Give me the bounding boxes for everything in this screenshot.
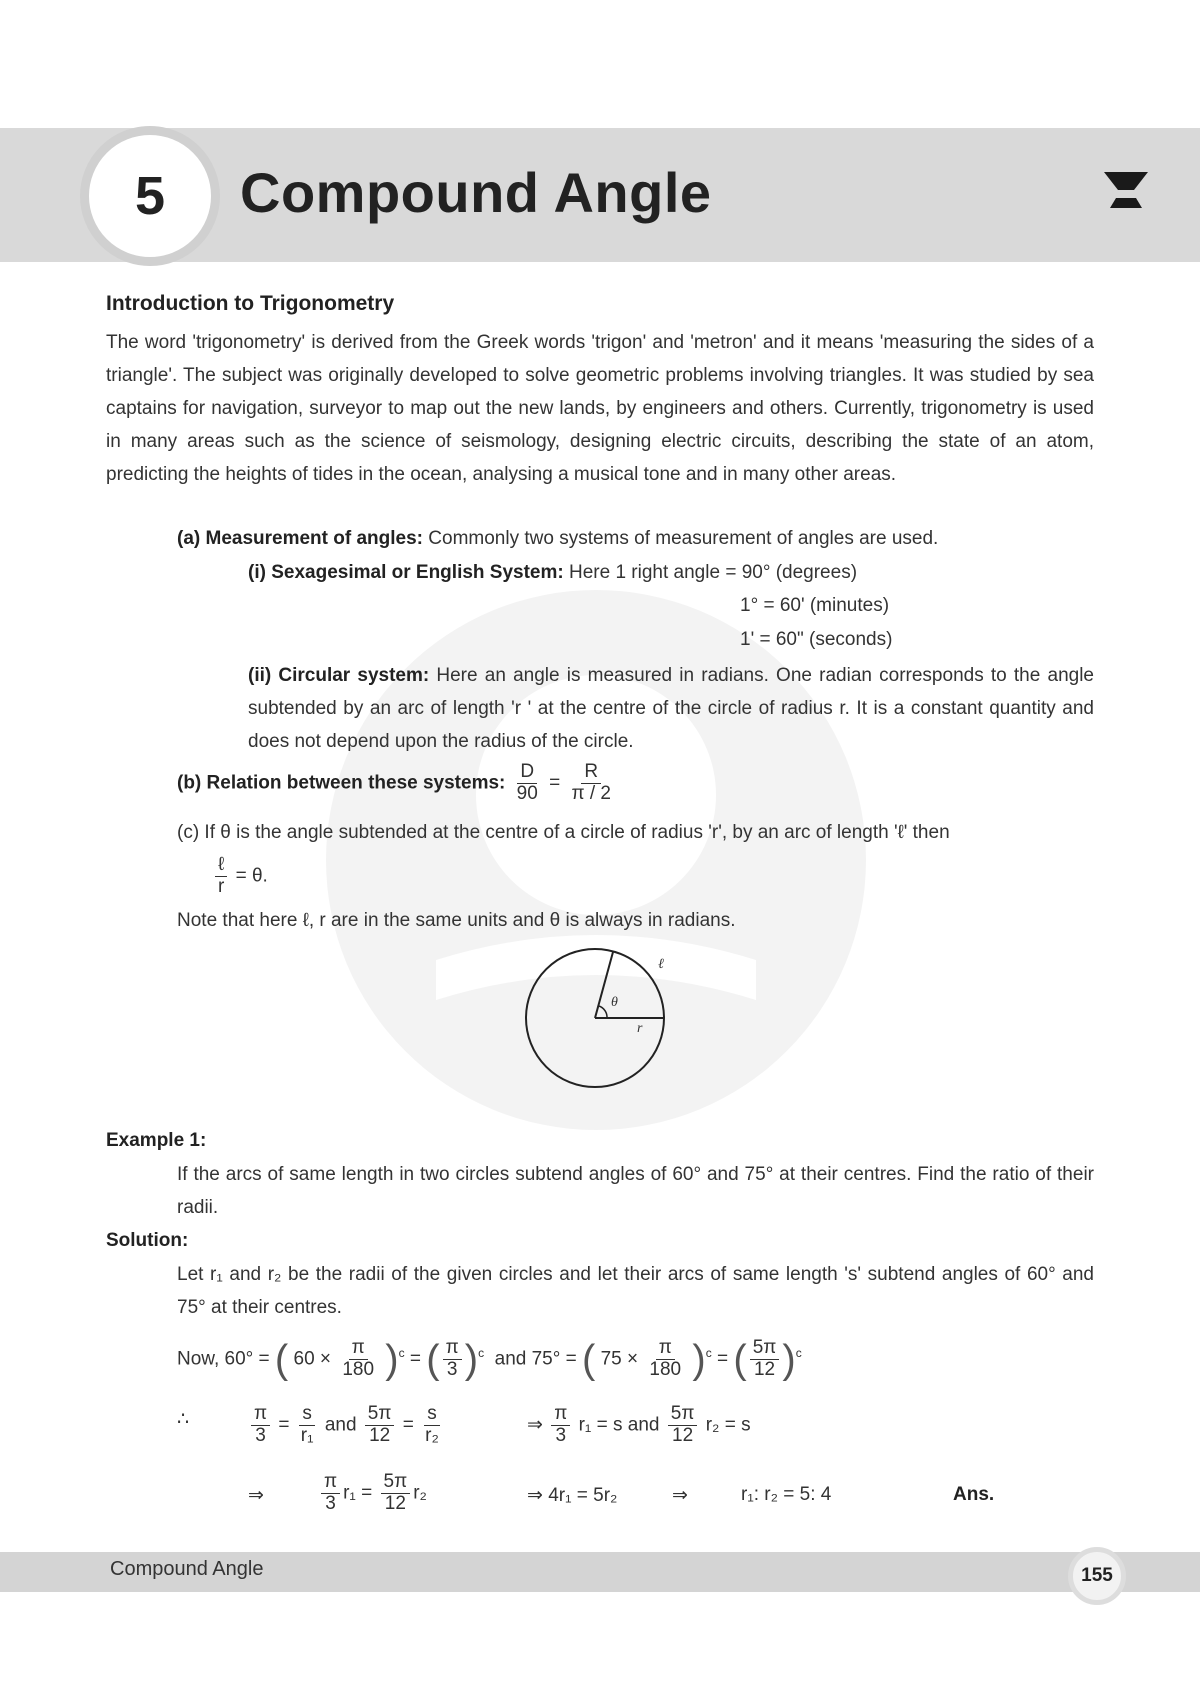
fraction-pi-180	[339, 1338, 377, 1381]
fraction-numerator: π	[251, 1404, 270, 1426]
circular-system-label: (ii) Circular system:	[248, 665, 430, 686]
fraction-denominator: 12	[384, 1492, 406, 1514]
r2-term: r₂	[413, 1482, 427, 1504]
equals-sign: =	[361, 1482, 373, 1504]
fraction-denominator: 3	[325, 1492, 336, 1514]
implies-arrow: ⇒	[672, 1485, 688, 1506]
sexagesimal-line	[248, 562, 857, 584]
fraction-numerator: s	[424, 1404, 440, 1426]
formula-rest: = θ.	[235, 865, 268, 887]
fraction-denominator: r₂	[425, 1424, 439, 1446]
fraction-denominator: 12	[369, 1424, 391, 1446]
therefore-symbol: ∴	[177, 1409, 190, 1430]
solution-intro: Let r₁ and r₂ be the radii of the given circles and let their arcs of same length 's' subtend angles of 60° and 75° at their centres.	[177, 1264, 1094, 1318]
fraction-denominator: r₁	[300, 1424, 314, 1446]
fraction-denominator: 180	[649, 1358, 682, 1380]
fraction-numerator: 5π	[365, 1404, 395, 1426]
ratio-result: r₁: r₂ = 5: 4	[741, 1484, 832, 1505]
chapter-number: 5	[134, 166, 166, 226]
section-b-label: (b) Relation between these systems:	[177, 772, 506, 794]
page-number: 155	[1081, 1565, 1113, 1586]
figure-arc-label: ℓ	[658, 957, 664, 972]
fraction-numerator: π	[321, 1472, 340, 1494]
step2-equation	[527, 1404, 751, 1447]
fraction-denominator: π / 2	[571, 782, 611, 804]
solution-heading: Solution:	[106, 1230, 189, 1251]
fraction-pi-3	[551, 1404, 570, 1447]
step2-end: r₂ = s	[705, 1414, 751, 1436]
example-heading: Example 1:	[106, 1130, 207, 1151]
fraction-denominator: 3	[255, 1424, 266, 1446]
fraction-5pi-12	[668, 1404, 698, 1447]
section-c-text: (c) If θ is the angle subtended at the centre of a circle of radius 'r', by an arc of length 'ℓ' then	[177, 822, 950, 843]
fraction-numerator: 5π	[381, 1472, 411, 1494]
equals-sign: =	[278, 1414, 290, 1436]
fraction-pi-3	[443, 1338, 462, 1381]
paren-close: )	[385, 1337, 399, 1382]
page-number-badge	[1068, 1547, 1126, 1605]
fraction-numerator: π	[551, 1404, 570, 1426]
circular-system-text: Here an angle is measured in radians. One radian corresponds to the angle subtended by an arc of length 'r ' at the centre of the circle of radius r. It is a constant quantity and does not depend upon the radius of the circle.	[248, 665, 1094, 752]
fraction-numerator: π	[349, 1338, 368, 1360]
step2-middle: r₁ = s and	[578, 1414, 660, 1436]
r1-term: r₁	[343, 1482, 356, 1504]
fraction-r-pi-2	[568, 762, 614, 805]
paren-open: (	[582, 1337, 596, 1382]
fraction-numerator: s	[299, 1404, 315, 1426]
section-a-line	[177, 528, 938, 550]
fraction-numerator: ℓ	[215, 855, 227, 877]
sixty-times: 60 ×	[293, 1348, 332, 1370]
fraction-numerator: R	[581, 762, 601, 784]
fraction-l-r	[215, 855, 227, 898]
fraction-numerator: D	[517, 762, 537, 784]
section-b-line	[177, 762, 617, 805]
and-75-label: and 75° =	[494, 1348, 577, 1370]
implies-arrow: ⇒	[527, 1414, 543, 1436]
intro-paragraph: The word 'trigonometry' is derived from the Greek words 'trigon' and 'metron' and it means 'measuring the sides of a triangle'. The subject was originally developed to solve geometric problems involving triangles. It was studied by sea captains for navigation, surveyor to map out the new lands, by engineers and others. Currently, trigonometry is used in many areas such as the science of seismology, designing electric circuits, describing the state of an atom, predicting the heights of tides in the ocean, analysing a musical tone and in many other areas.	[106, 332, 1094, 485]
section-c-note: Note that here ℓ, r are in the same units and θ is always in radians.	[177, 910, 736, 931]
paren-open: (	[274, 1337, 289, 1382]
answer-label: Ans.	[953, 1484, 995, 1505]
implies-arrow: ⇒	[527, 1485, 543, 1506]
paren-close: )	[782, 1337, 796, 1382]
paren-open: (	[733, 1337, 747, 1382]
brand-logo-icon	[1102, 170, 1150, 215]
fraction-numerator: π	[656, 1338, 675, 1360]
intro-heading: Introduction to Trigonometry	[106, 292, 395, 315]
footer-title: Compound Angle	[110, 1558, 264, 1580]
fraction-5pi-12	[381, 1472, 411, 1515]
fraction-denominator: 3	[446, 1358, 458, 1380]
step1-equation	[248, 1404, 445, 1447]
figure-theta-label: θ	[611, 995, 618, 1010]
fraction-5pi-12	[750, 1338, 780, 1381]
minutes-line: 1° = 60' (minutes)	[740, 595, 890, 616]
fraction-numerator: π	[443, 1338, 462, 1360]
section-a-text: Commonly two systems of measurement of angles are used.	[428, 528, 939, 549]
radian-superscript: c	[478, 1346, 485, 1361]
equals-sign: =	[717, 1348, 729, 1370]
and-word: and	[324, 1414, 357, 1436]
radian-superscript: c	[705, 1346, 712, 1361]
fraction-denominator: 12	[753, 1358, 776, 1380]
chapter-title: Compound Angle	[240, 161, 712, 224]
fraction-numerator: 5π	[750, 1338, 780, 1360]
radian-superscript: c	[795, 1346, 802, 1361]
seventy-five-times: 75 ×	[600, 1348, 639, 1370]
seconds-line: 1' = 60" (seconds)	[740, 629, 893, 650]
fraction-pi-3	[251, 1404, 270, 1447]
paren-close: )	[464, 1337, 479, 1382]
fraction-denominator: r	[218, 875, 225, 897]
section-a-label: (a) Measurement of angles:	[177, 528, 423, 549]
fraction-denominator: 90	[516, 782, 538, 804]
example-question: If the arcs of same length in two circles subtend angles of 60° and 75° at their centres. Find the ratio of their radii.	[177, 1164, 1094, 1218]
equals-sign: =	[402, 1414, 414, 1436]
conversion-line	[177, 1338, 802, 1381]
fraction-s-r2	[422, 1404, 442, 1447]
equals-sign: =	[409, 1348, 422, 1370]
sexagesimal-label: (i) Sexagesimal or English System:	[248, 562, 564, 583]
fraction-denominator: 3	[555, 1424, 567, 1446]
equals-sign: =	[549, 772, 561, 794]
step3-rhs: 4r₁ = 5r₂	[548, 1485, 618, 1506]
paren-close: )	[692, 1337, 706, 1382]
step3-equation	[318, 1472, 427, 1515]
fraction-pi-3	[321, 1472, 340, 1515]
fraction-s-r1	[298, 1404, 317, 1447]
chapter-number-badge	[80, 126, 220, 266]
step3-result-a	[527, 1484, 617, 1507]
fraction-d-90	[514, 762, 541, 805]
now-label: Now, 60° =	[177, 1348, 270, 1370]
section-c-formula	[212, 855, 268, 898]
fraction-5pi-12	[365, 1404, 395, 1447]
implies-arrow: ⇒	[248, 1485, 264, 1506]
fraction-denominator: 12	[672, 1424, 694, 1446]
radian-superscript: c	[398, 1346, 405, 1361]
circular-system-paragraph	[248, 659, 1094, 758]
fraction-numerator: 5π	[668, 1404, 698, 1426]
fraction-pi-180	[646, 1338, 684, 1381]
paren-open: (	[426, 1337, 440, 1382]
figure-radius-label: r	[637, 1021, 643, 1036]
sexagesimal-text: Here 1 right angle = 90° (degrees)	[569, 562, 858, 583]
circle-arc-figure	[525, 940, 685, 1095]
fraction-denominator: 180	[342, 1358, 375, 1380]
